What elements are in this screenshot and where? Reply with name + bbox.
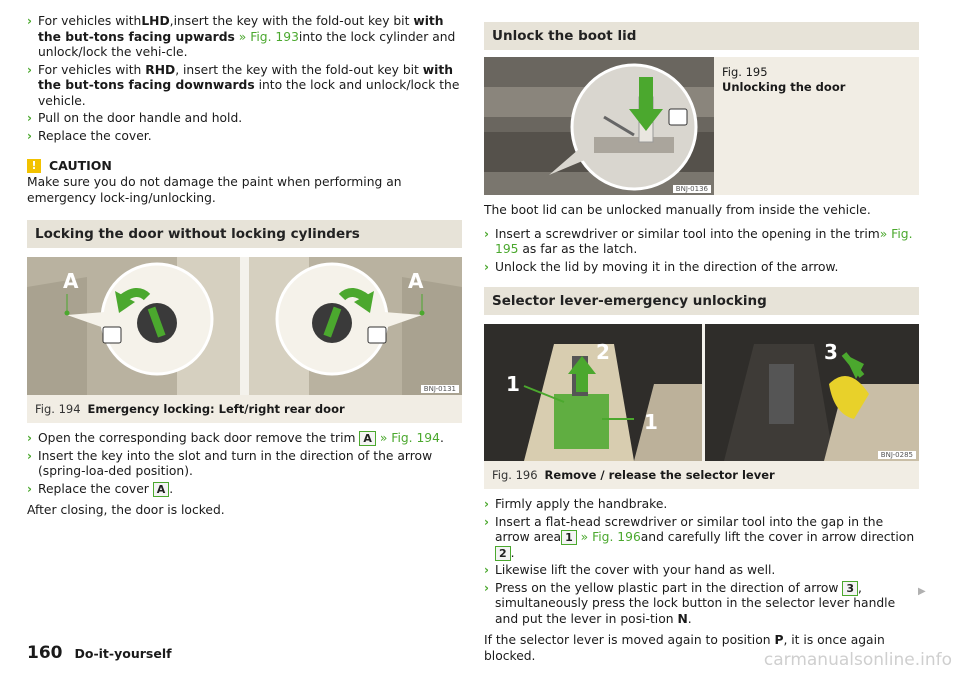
step-arrow-icon: › bbox=[484, 259, 489, 274]
step-pull-handle: › Pull on the door handle and hold. bbox=[27, 111, 243, 125]
caution-block bbox=[27, 158, 462, 206]
figure-196 bbox=[484, 324, 919, 489]
step-unlock-lid: › Unlock the lid by moving it in the direction of the arrow. bbox=[484, 259, 839, 274]
step-arrow-icon: › bbox=[27, 431, 32, 445]
figure-194-image bbox=[27, 257, 462, 395]
label-2: 2 bbox=[596, 340, 610, 364]
step-lhd: › For vehicles withLHD,insert the key with the fold-out key bit with the but-tons facing upwards » Fig. 193into the lock cylinder and unlock/lock the vehi-cle. bbox=[27, 14, 456, 59]
figure-caption bbox=[27, 395, 462, 423]
figure-number: Fig. 195 bbox=[722, 65, 768, 79]
badge-1: 1 bbox=[561, 530, 577, 545]
fig-ref-link[interactable]: » Fig. 194 bbox=[375, 431, 440, 445]
step-arrow-icon: › bbox=[27, 62, 32, 77]
caution-title: CAUTION bbox=[49, 158, 112, 173]
fig-ref-link[interactable]: » Fig. 193 bbox=[234, 29, 299, 44]
left-column bbox=[27, 14, 462, 519]
step-arrow-icon: › bbox=[484, 514, 489, 529]
badge-3: 3 bbox=[842, 581, 858, 596]
step-arrow-icon: › bbox=[484, 580, 489, 595]
figure-code: BNJ-0136 bbox=[673, 185, 711, 193]
label-1-left: 1 bbox=[506, 372, 520, 396]
step-arrow-icon: › bbox=[27, 128, 32, 143]
step-rhd: › For vehicles with RHD, insert the key with the fold-out key bit with the but-tons facing downwards into the lock and unlock/lock the vehicle. bbox=[27, 62, 460, 108]
step-replace-cover-a: › Replace the cover A . bbox=[27, 481, 174, 496]
page-footer bbox=[27, 643, 172, 663]
continue-arrow-icon: ▶ bbox=[918, 586, 926, 597]
section-heading-boot-lid: Unlock the boot lid bbox=[484, 22, 919, 50]
footer-section: Do-it-yourself bbox=[74, 646, 172, 661]
step-insert-screwdriver: › Insert a screwdriver or similar tool into the opening in the trim» Fig. 195 as far as the latch. bbox=[484, 226, 913, 256]
closing-text: If the selector lever is moved again to position P, it is once again blocked. bbox=[484, 633, 885, 663]
selector-steps bbox=[484, 497, 919, 664]
step-handbrake: › Firmly apply the handbrake. bbox=[484, 497, 668, 511]
figure-195-caption bbox=[714, 57, 853, 195]
step-insert-key: › Insert the key into the slot and turn in the direction of the arrow (spring-loa-ded position). bbox=[27, 448, 433, 478]
selector-lever-illustration bbox=[484, 324, 919, 461]
figure-195-image bbox=[484, 57, 714, 195]
label-3: 3 bbox=[824, 340, 838, 364]
figure-title: Remove / release the selector lever bbox=[544, 468, 775, 482]
figure-number: Fig. 194 bbox=[35, 402, 81, 416]
badge-a: A bbox=[153, 482, 170, 497]
step-arrow-icon: › bbox=[27, 14, 32, 28]
step-lift-cover: › Likewise lift the cover with your hand as well. bbox=[484, 563, 776, 577]
step-arrow-icon: › bbox=[484, 497, 489, 511]
step-insert-flathead: › Insert a flat-head screwdriver or similar tool into the gap in the arrow area 1 » Fig. 196and carefully lift the cover in arrow direction 2 . bbox=[484, 514, 915, 560]
figure-194 bbox=[27, 257, 462, 423]
figure-code: BNJ-0131 bbox=[421, 385, 459, 393]
badge-2: 2 bbox=[495, 546, 511, 561]
figure-caption bbox=[484, 461, 919, 489]
label-a-left: A bbox=[63, 269, 79, 293]
fig-ref-link[interactable]: » Fig. 196 bbox=[576, 530, 641, 544]
watermark: carmanualsonline.info bbox=[763, 650, 952, 670]
figure-title: Emergency locking: Left/right rear door bbox=[87, 402, 345, 416]
caution-text: Make sure you do not damage the paint when performing an emergency lock-ing/unlocking. bbox=[27, 175, 402, 205]
section-heading-locking-door: Locking the door without locking cylinders bbox=[27, 220, 462, 248]
page-number: 160 bbox=[27, 643, 63, 663]
door-lock-illustration bbox=[27, 257, 462, 395]
step-arrow-icon: › bbox=[27, 481, 32, 496]
badge-a: A bbox=[359, 431, 376, 446]
step-arrow-icon: › bbox=[484, 226, 489, 241]
section-heading-selector-lever: Selector lever-emergency unlocking bbox=[484, 287, 919, 315]
step-arrow-icon: › bbox=[27, 448, 32, 463]
step-open-door: › Open the corresponding back door remove the trim A » Fig. 194. bbox=[27, 431, 444, 445]
right-column bbox=[484, 22, 919, 664]
step-arrow-icon: › bbox=[484, 563, 489, 577]
warning-icon: ! bbox=[27, 159, 41, 173]
label-1-right: 1 bbox=[644, 410, 658, 434]
figure-number: Fig. 196 bbox=[492, 468, 538, 482]
step-arrow-icon: › bbox=[27, 111, 32, 125]
figure-code: BNJ-0285 bbox=[878, 451, 916, 459]
figure-196-image bbox=[484, 324, 919, 461]
boot-intro-text: The boot lid can be unlocked manually from inside the vehicle. bbox=[484, 203, 871, 217]
step-replace-cover: › Replace the cover. bbox=[27, 128, 152, 143]
after-closing-text: After closing, the door is locked. bbox=[27, 503, 225, 517]
figure-title: Unlocking the door bbox=[722, 80, 846, 94]
step-press-yellow: › Press on the yellow plastic part in the direction of arrow 3 , simultaneously press the lock button in the selector lever handle and put the lever in posi-tion N. bbox=[484, 580, 896, 626]
boot-lid-illustration bbox=[484, 57, 714, 195]
figure-195 bbox=[484, 57, 919, 195]
locking-steps bbox=[27, 431, 462, 519]
label-a-right: A bbox=[408, 269, 424, 293]
fig-ref-link[interactable]: » Fig. 195 bbox=[495, 226, 913, 256]
